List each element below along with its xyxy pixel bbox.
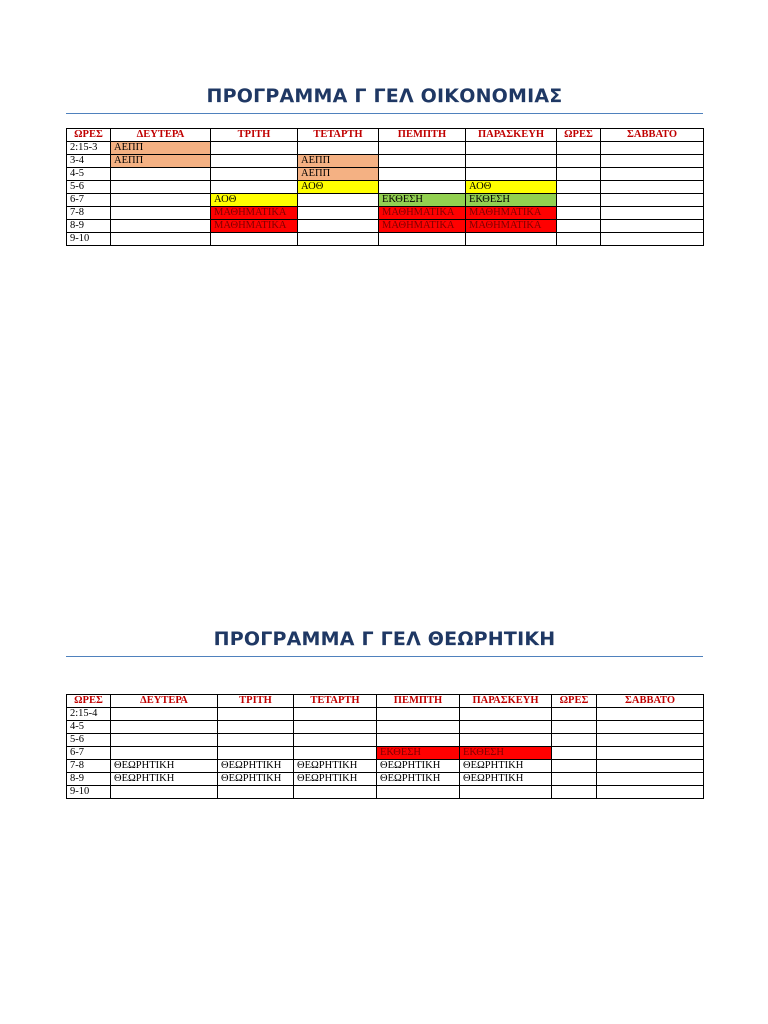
- table-cell: [294, 708, 377, 721]
- table-cell: [557, 181, 601, 194]
- table-cell: [298, 142, 379, 155]
- table-row: [67, 181, 704, 194]
- table-row: [67, 708, 704, 721]
- table-cell: ΜΑΘΗΜΑΤΙΚΑ: [379, 207, 466, 220]
- table-cell: ΕΚΘΕΣΗ: [460, 747, 552, 760]
- table-cell: [597, 760, 704, 773]
- table-cell: [211, 233, 298, 246]
- table-cell: [377, 786, 460, 799]
- table-cell: ΘΕΩΡΗΤΙΚΗ: [460, 773, 552, 786]
- table-cell: [466, 233, 557, 246]
- time-cell: 5-6: [67, 734, 111, 747]
- time-cell: 5-6: [67, 181, 111, 194]
- table-cell: [377, 734, 460, 747]
- table-row: [67, 786, 704, 799]
- table-cell: [466, 155, 557, 168]
- theoretical-schedule-table: [66, 694, 704, 799]
- header-thursday: ΠΕΜΠΤΗ: [379, 129, 466, 142]
- header-hours: ΩΡΕΣ: [67, 129, 111, 142]
- table-cell: [298, 194, 379, 207]
- table-cell: [377, 721, 460, 734]
- table-cell: [460, 734, 552, 747]
- time-cell: 6-7: [67, 747, 111, 760]
- table-cell: ΜΑΘΗΜΑΤΙΚΑ: [211, 207, 298, 220]
- header-hours-2: ΩΡΕΣ: [552, 695, 597, 708]
- time-cell: 3-4: [67, 155, 111, 168]
- time-cell: 9-10: [67, 786, 111, 799]
- table-cell: ΘΕΩΡΗΤΙΚΗ: [294, 773, 377, 786]
- table-cell: [557, 142, 601, 155]
- table-cell: [597, 708, 704, 721]
- table-cell: [294, 747, 377, 760]
- table-cell: [597, 773, 704, 786]
- header-wednesday: ΤΕΤΑΡΤΗ: [294, 695, 377, 708]
- table-cell: [218, 734, 294, 747]
- table-cell: [552, 721, 597, 734]
- table-cell: [379, 233, 466, 246]
- table-cell: ΜΑΘΗΜΑΤΙΚΑ: [466, 220, 557, 233]
- header-friday: ΠΑΡΑΣΚΕΥΗ: [466, 129, 557, 142]
- table-row: [67, 233, 704, 246]
- table-cell: [111, 194, 211, 207]
- table-cell: [552, 747, 597, 760]
- table-cell: [211, 168, 298, 181]
- table-row: [67, 220, 704, 233]
- table-cell: [557, 233, 601, 246]
- table-cell: [111, 708, 218, 721]
- time-cell: 4-5: [67, 721, 111, 734]
- table-cell: [552, 786, 597, 799]
- table-cell: ΑΕΠΠ: [298, 155, 379, 168]
- header-saturday: ΣΑΒΒΑΤΟ: [601, 129, 704, 142]
- table-row: [67, 155, 704, 168]
- table-cell: [466, 142, 557, 155]
- table-header-row: [67, 129, 704, 142]
- table-cell: [597, 786, 704, 799]
- time-cell: 4-5: [67, 168, 111, 181]
- header-wednesday: ΤΕΤΑΡΤΗ: [298, 129, 379, 142]
- table-cell: [111, 233, 211, 246]
- header-tuesday: ΤΡΙΤΗ: [218, 695, 294, 708]
- table-cell: [379, 181, 466, 194]
- table-cell: [218, 721, 294, 734]
- table-cell: ΘΕΩΡΗΤΙΚΗ: [111, 773, 218, 786]
- table-cell: [294, 721, 377, 734]
- table-row: [67, 773, 704, 786]
- table-cell: [111, 721, 218, 734]
- table-cell: [552, 773, 597, 786]
- table-cell: [460, 708, 552, 721]
- table-cell: [601, 142, 704, 155]
- header-tuesday: ΤΡΙΤΗ: [211, 129, 298, 142]
- table-cell: [557, 168, 601, 181]
- table-cell: ΕΚΘΕΣΗ: [377, 747, 460, 760]
- table-cell: [294, 786, 377, 799]
- table-cell: [552, 708, 597, 721]
- table-cell: ΑΕΠΠ: [298, 168, 379, 181]
- table-cell: ΘΕΩΡΗΤΙΚΗ: [111, 760, 218, 773]
- economics-schedule-table: [66, 128, 704, 246]
- table-cell: ΕΚΘΕΣΗ: [466, 194, 557, 207]
- table-cell: [111, 734, 218, 747]
- table-cell: [597, 747, 704, 760]
- table-cell: ΜΑΘΗΜΑΤΙΚΑ: [379, 220, 466, 233]
- header-monday: ΔΕΥΤΕΡΑ: [111, 129, 211, 142]
- table-row: [67, 168, 704, 181]
- table-cell: [557, 207, 601, 220]
- table-cell: [294, 734, 377, 747]
- table-cell: [552, 760, 597, 773]
- table-cell: ΕΚΘΕΣΗ: [379, 194, 466, 207]
- time-cell: 6-7: [67, 194, 111, 207]
- table-cell: [601, 181, 704, 194]
- table-cell: [298, 207, 379, 220]
- table-cell: ΑΟΘ: [298, 181, 379, 194]
- time-cell: 2:15-3: [67, 142, 111, 155]
- table-cell: ΘΕΩΡΗΤΙΚΗ: [377, 760, 460, 773]
- time-cell: 9-10: [67, 233, 111, 246]
- table-cell: ΜΑΘΗΜΑΤΙΚΑ: [466, 207, 557, 220]
- table-cell: [111, 168, 211, 181]
- table-cell: [460, 786, 552, 799]
- table-cell: [211, 155, 298, 168]
- economics-title: ΠΡΟΓΡΑΜΜΑ Γ ΓΕΛ ΟΙΚΟΝΟΜΙΑΣ: [206, 85, 563, 107]
- table-cell: [111, 220, 211, 233]
- table-cell: [218, 786, 294, 799]
- table-cell: [211, 181, 298, 194]
- table-row: [67, 721, 704, 734]
- table-cell: [218, 747, 294, 760]
- table-cell: ΘΕΩΡΗΤΙΚΗ: [294, 760, 377, 773]
- time-cell: 8-9: [67, 220, 111, 233]
- table-cell: [460, 721, 552, 734]
- table-row: [67, 142, 704, 155]
- table-cell: [111, 747, 218, 760]
- table-cell: [218, 708, 294, 721]
- header-monday: ΔΕΥΤΕΡΑ: [111, 695, 218, 708]
- table-cell: [601, 207, 704, 220]
- table-cell: [466, 168, 557, 181]
- header-thursday: ΠΕΜΠΤΗ: [377, 695, 460, 708]
- table-cell: [111, 181, 211, 194]
- table-cell: ΑΟΘ: [211, 194, 298, 207]
- table-row: [67, 747, 704, 760]
- time-cell: 7-8: [67, 760, 111, 773]
- table-cell: [601, 155, 704, 168]
- table-cell: [601, 233, 704, 246]
- table-cell: ΑΕΠΠ: [111, 142, 211, 155]
- table-cell: [211, 142, 298, 155]
- time-cell: 7-8: [67, 207, 111, 220]
- table-row: [67, 760, 704, 773]
- table-cell: ΘΕΩΡΗΤΙΚΗ: [460, 760, 552, 773]
- economics-title-rule: [66, 113, 703, 114]
- table-cell: ΘΕΩΡΗΤΙΚΗ: [377, 773, 460, 786]
- table-cell: [557, 220, 601, 233]
- header-hours: ΩΡΕΣ: [67, 695, 111, 708]
- header-hours-2: ΩΡΕΣ: [557, 129, 601, 142]
- table-row: [67, 207, 704, 220]
- table-row: [67, 194, 704, 207]
- table-cell: [597, 721, 704, 734]
- table-cell: ΘΕΩΡΗΤΙΚΗ: [218, 760, 294, 773]
- table-cell: [601, 220, 704, 233]
- theoretical-title: ΠΡΟΓΡΑΜΜΑ Γ ΓΕΛ ΘΕΩΡΗΤΙΚΗ: [213, 628, 556, 650]
- table-row: [67, 734, 704, 747]
- table-cell: [597, 734, 704, 747]
- table-header-row: [67, 695, 704, 708]
- table-cell: ΜΑΘΗΜΑΤΙΚΑ: [211, 220, 298, 233]
- table-cell: [379, 155, 466, 168]
- table-cell: ΘΕΩΡΗΤΙΚΗ: [218, 773, 294, 786]
- table-cell: [111, 207, 211, 220]
- theoretical-title-rule: [66, 656, 703, 657]
- header-friday: ΠΑΡΑΣΚΕΥΗ: [460, 695, 552, 708]
- table-cell: ΑΕΠΠ: [111, 155, 211, 168]
- header-saturday: ΣΑΒΒΑΤΟ: [597, 695, 704, 708]
- table-cell: [298, 220, 379, 233]
- table-cell: [379, 168, 466, 181]
- table-cell: [557, 155, 601, 168]
- table-cell: ΑΟΘ: [466, 181, 557, 194]
- time-cell: 2:15-4: [67, 708, 111, 721]
- table-cell: [111, 786, 218, 799]
- table-cell: [298, 233, 379, 246]
- table-cell: [601, 194, 704, 207]
- table-cell: [379, 142, 466, 155]
- table-cell: [377, 708, 460, 721]
- table-cell: [557, 194, 601, 207]
- table-cell: [601, 168, 704, 181]
- table-cell: [552, 734, 597, 747]
- time-cell: 8-9: [67, 773, 111, 786]
